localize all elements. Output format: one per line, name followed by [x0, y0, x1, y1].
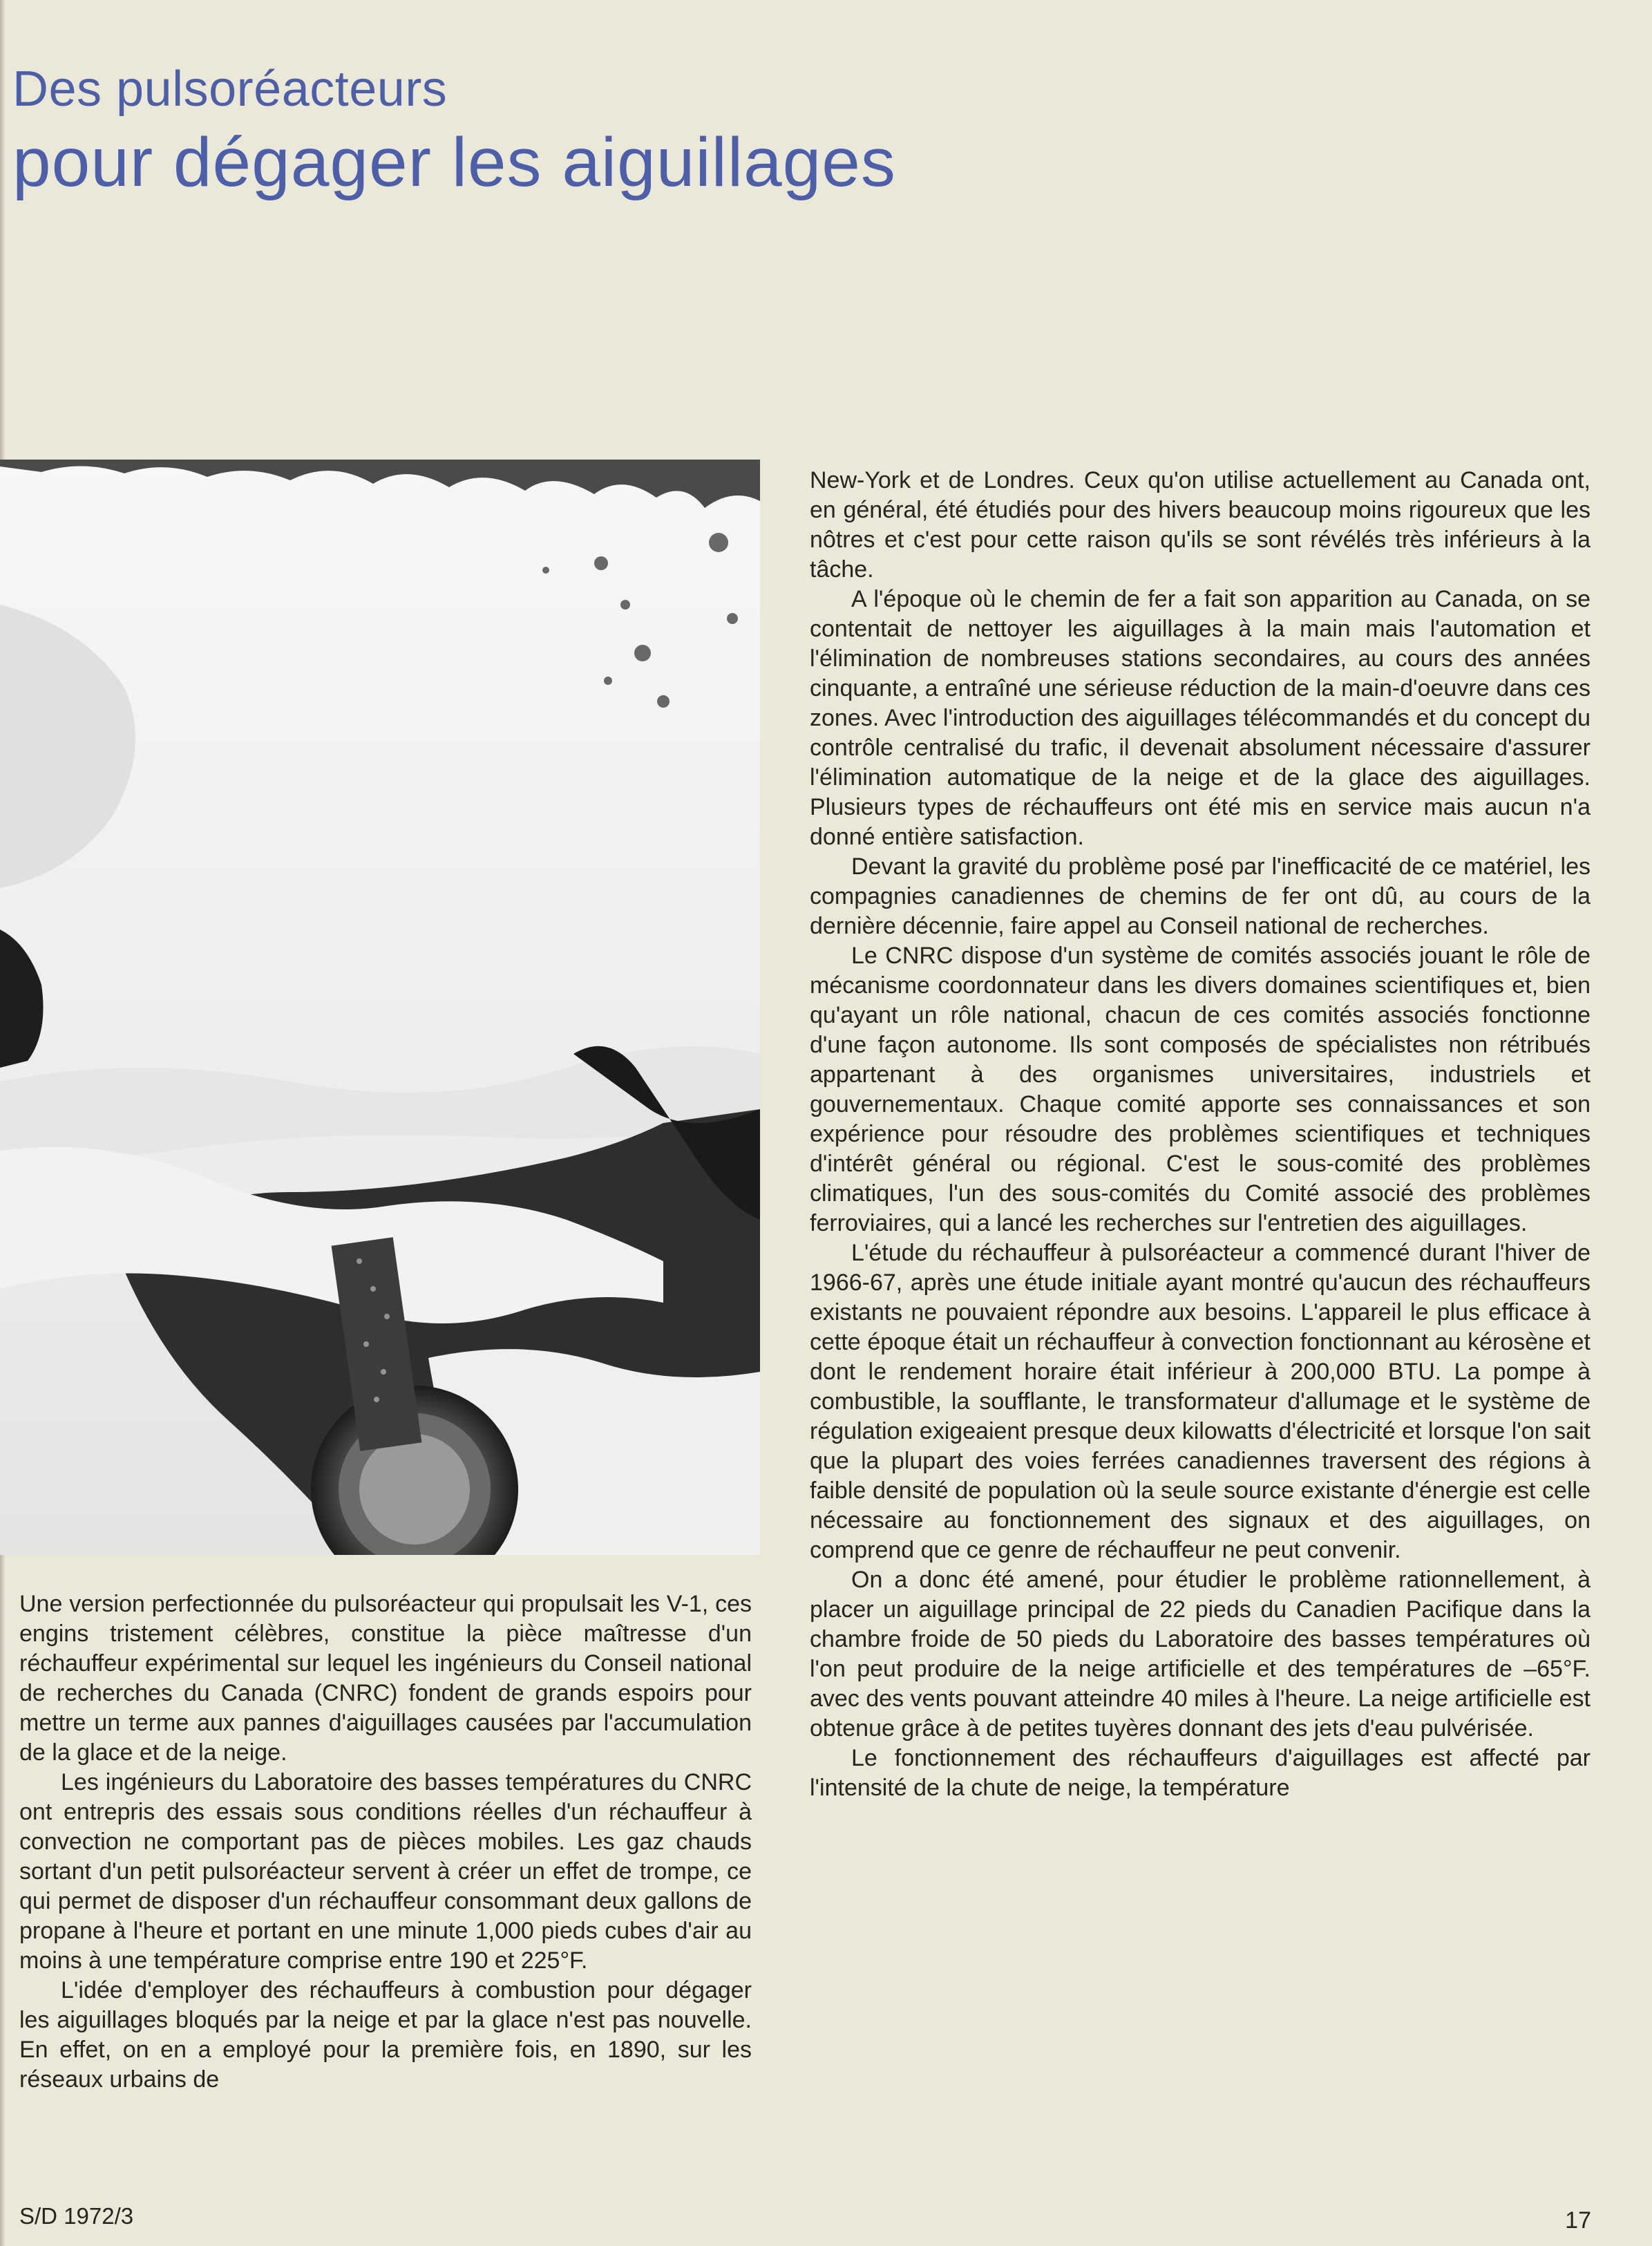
- right-column-text: [810, 466, 1591, 1803]
- paragraph: Les ingénieurs du Laboratoire des basses températures du CNRC ont entrepris des essais sous conditions réelles d'un réchauffeur à convection ne comportant pas de pièces mobiles. Les gaz chauds sortant d'un petit pulsoréacteur servent à créer un effet de trompe, ce qui permet de disposer d'un réchauffeur consommant deux gallons de propane à l'heure et portant en une minute 1,000 pieds cubes d'air au moins à une température comprise entre 190 et 225°F.: [19, 1769, 752, 1974]
- issue-label: S/D 1972/3: [19, 2203, 134, 2229]
- article-photo: [0, 460, 760, 1555]
- paragraph: L'étude du réchauffeur à pulsoréacteur a commencé durant l'hiver de 1966-67, après une étude initiale ayant montré qu'aucun des réchauffeurs existants ne pouvaient répondre aux besoins. L'appareil le plus efficace à cette époque était un réchauffeur à convection fonctionnant au kérosène et dont le rendement horaire était inférieur à 200,000 BTU. La pompe à combustible, la soufflante, le transformateur d'allumage et le système de régulation exigeaient presque deux kilowatts d'électricité et lorsque l'on sait que la plupart des voies ferrées canadiennes traversent des régions à faible densité de population où la seule source existante d'énergie est celle nécessaire au fonctionnement des signaux et des aiguillages, on comprend que ce genre de réchauffeur ne peut convenir.: [810, 1240, 1591, 1563]
- left-column-text: [19, 1589, 752, 2095]
- paragraph: Le CNRC dispose d'un système de comités associés jouant le rôle de mécanisme coordonnateur dans les divers domaines scientifiques et, bien qu'ayant un rôle national, chacun de ces comités associés fonctionne d'une façon autonome. Ils sont composés de spécialistes non rétribués appartenant à des organismes universitaires, industriels et gouvernementaux. Chaque comité apporte ses connaissances et son expérience pour résoudre des problèmes scientifiques et techniques d'intérêt général ou régional. C'est le sous-comité des problèmes climatiques, l'un des sous-comités du Comité associé des problèmes ferroviaires, qui a lancé les recherches sur l'entretien des aiguillages.: [810, 943, 1591, 1236]
- article-title-line-1: Des pulsoréacteurs: [12, 62, 448, 117]
- paragraph: New-York et de Londres. Ceux qu'on utilise actuellement au Canada ont, en général, été étudiés pour des hivers beaucoup moins rigoureux que les nôtres et c'est pour cette raison qu'ils se sont révélés très inférieurs à la tâche.: [810, 467, 1591, 583]
- page-number: 17: [1565, 2207, 1591, 2234]
- paragraph: A l'époque où le chemin de fer a fait son apparition au Canada, on se contentait de nettoyer les aiguillages à la main mais l'automation et l'élimination de nombreuses stations secondaires, au cours des années cinquante, a entraîné une sérieuse réduction de la main-d'oeuvre dans ces zones. Avec l'introduction des aiguillages télécommandés et du concept du contrôle centralisé du trafic, il devenait absolument nécessaire d'assurer l'élimination automatique de la neige et de la glace des aiguillages. Plusieurs types de réchauffeurs ont été mis en service mais aucun n'a donné entière satisfaction.: [810, 586, 1591, 850]
- paragraph: Le fonctionnement des réchauffeurs d'aiguillages est affecté par l'intensité de la chute de neige, la température: [810, 1745, 1591, 1801]
- paragraph: Une version perfectionnée du pulsoréacteur qui propulsait les V-1, ces engins tristement célèbres, constitue la pièce maîtresse d'un réchauffeur expérimental sur lequel les ingénieurs du Conseil national de recherches du Canada (CNRC) fondent de grands espoirs pour mettre un terme aux pannes d'aiguillages causées par l'accumulation de la glace et de la neige.: [19, 1591, 752, 1766]
- paragraph: L'idée d'employer des réchauffeurs à combustion pour dégager les aiguillages bloqués par la neige et par la glace n'est pas nouvelle. En effet, on en a employé pour la première fois, en 1890, sur les réseaux urbains de: [19, 1977, 752, 2093]
- paragraph: Devant la gravité du problème posé par l'inefficacité de ce matériel, les compagnies canadiennes de chemins de fer ont dû, au cours de la dernière décennie, faire appel au Conseil national de recherches.: [810, 853, 1591, 939]
- article-title-line-2: pour dégager les aiguillages: [12, 124, 896, 201]
- paragraph: On a donc été amené, pour étudier le problème rationnellement, à placer un aiguillage principal de 22 pieds du Canadien Pacifique dans la chambre froide de 50 pieds du Laboratoire des basses températures où l'on peut produire de la neige artificielle et des températures de –65°F. avec des vents pouvant atteindre 40 miles à l'heure. La neige artificielle est obtenue grâce à de petites tuyères donnant des jets d'eau pulvérisée.: [810, 1567, 1591, 1742]
